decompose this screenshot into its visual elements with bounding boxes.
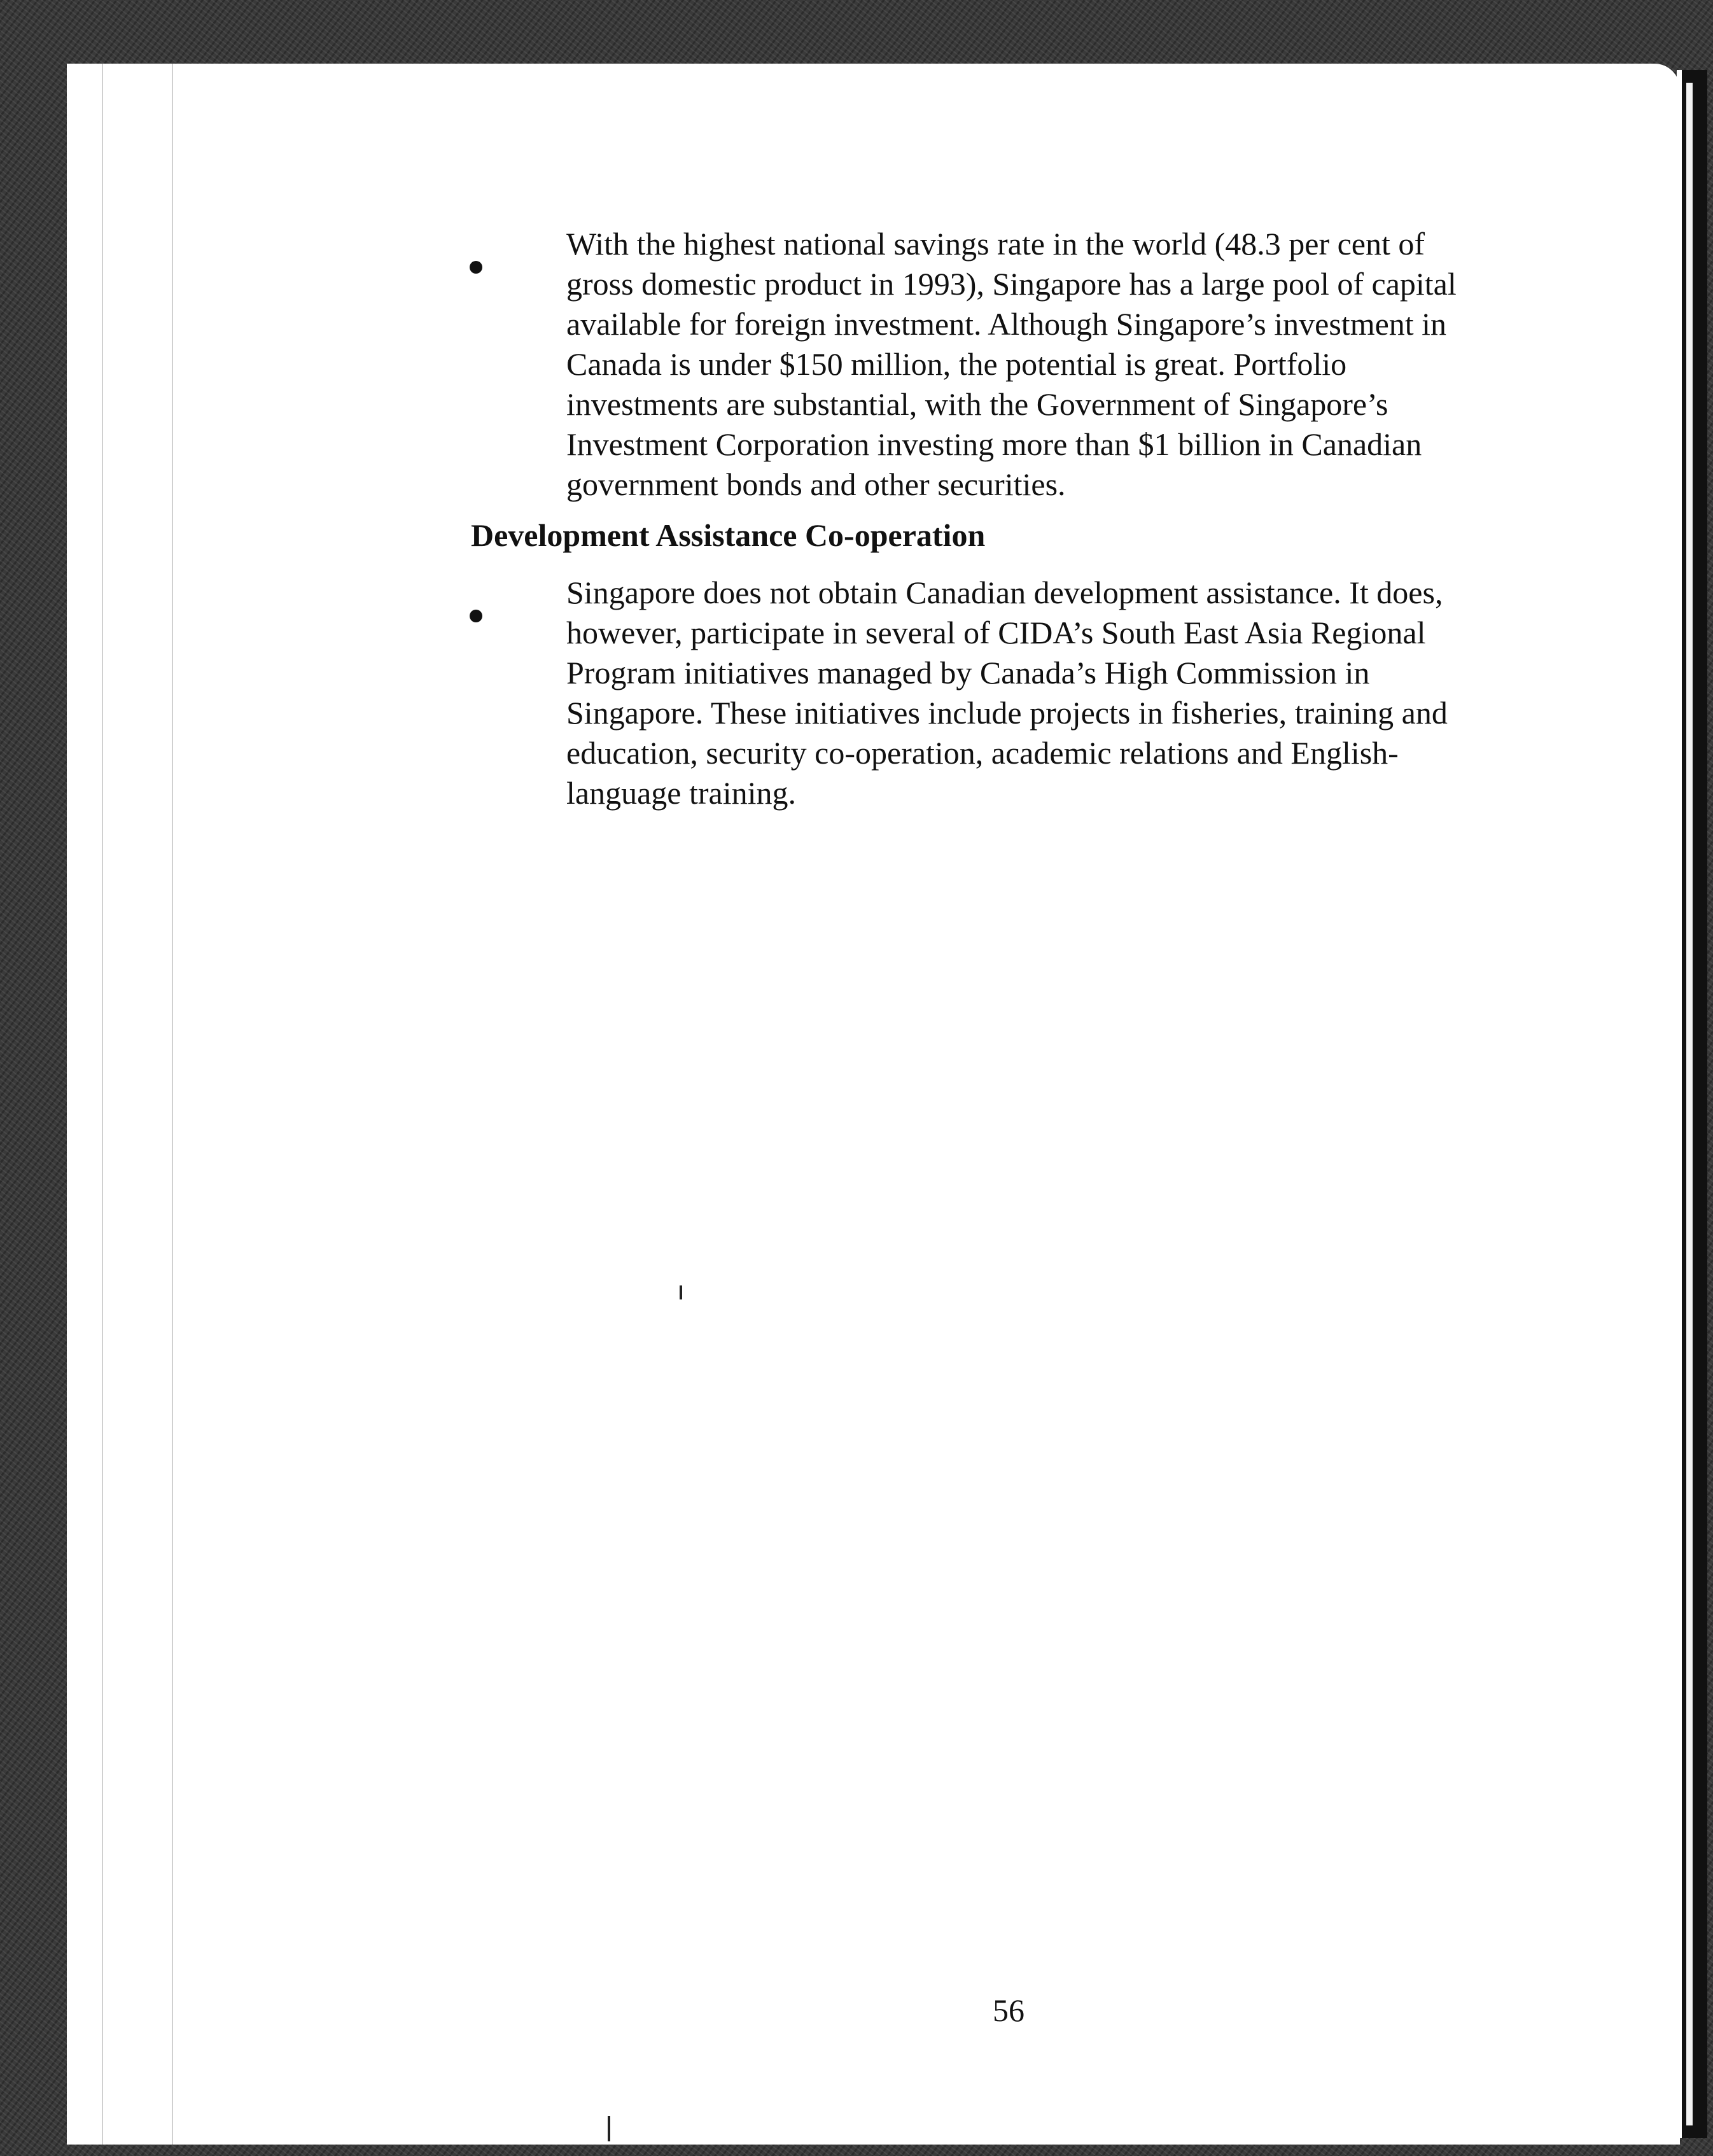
text-line: available for foreign investment. Although Singapore’s investment in — [566, 306, 1447, 342]
binding-shadow — [67, 64, 175, 2145]
paragraph-development-assistance — [566, 573, 1521, 813]
text-line: Singapore does not obtain Canadian development assistance. It does, — [566, 575, 1443, 610]
scan-speck — [608, 2116, 610, 2141]
bullet-icon — [470, 592, 482, 632]
scan-speck — [680, 1285, 682, 1299]
paragraph-savings-investment — [566, 224, 1521, 505]
text-line: investments are substantial, with the Government of Singapore’s — [566, 386, 1388, 422]
text-line: however, participate in several of CIDA’s South East Asia Regional — [566, 615, 1426, 650]
text-line: government bonds and other securities. — [566, 466, 1066, 502]
bullet-icon — [470, 243, 482, 283]
text-line: Canada is under $150 million, the potential is great. Portfolio — [566, 346, 1347, 382]
text-line: Singapore. These initiatives include projects in fisheries, training and — [566, 695, 1448, 731]
text-line: education, security co-operation, academic relations and English- — [566, 735, 1399, 771]
text-line: language training. — [566, 775, 796, 811]
page-number: 56 — [993, 1992, 1024, 2028]
page-edge-highlight — [1686, 83, 1693, 2125]
text-line: Program initiatives managed by Canada’s High Commission in — [566, 655, 1370, 690]
text-line: gross domestic product in 1993), Singapore has a large pool of capital — [566, 266, 1457, 302]
section-heading: Development Assistance Co-operation — [471, 517, 986, 553]
text-line: Investment Corporation investing more than $1 billion in Canadian — [566, 426, 1422, 462]
text-line: With the highest national savings rate in the world (48.3 per cent of — [566, 226, 1425, 262]
